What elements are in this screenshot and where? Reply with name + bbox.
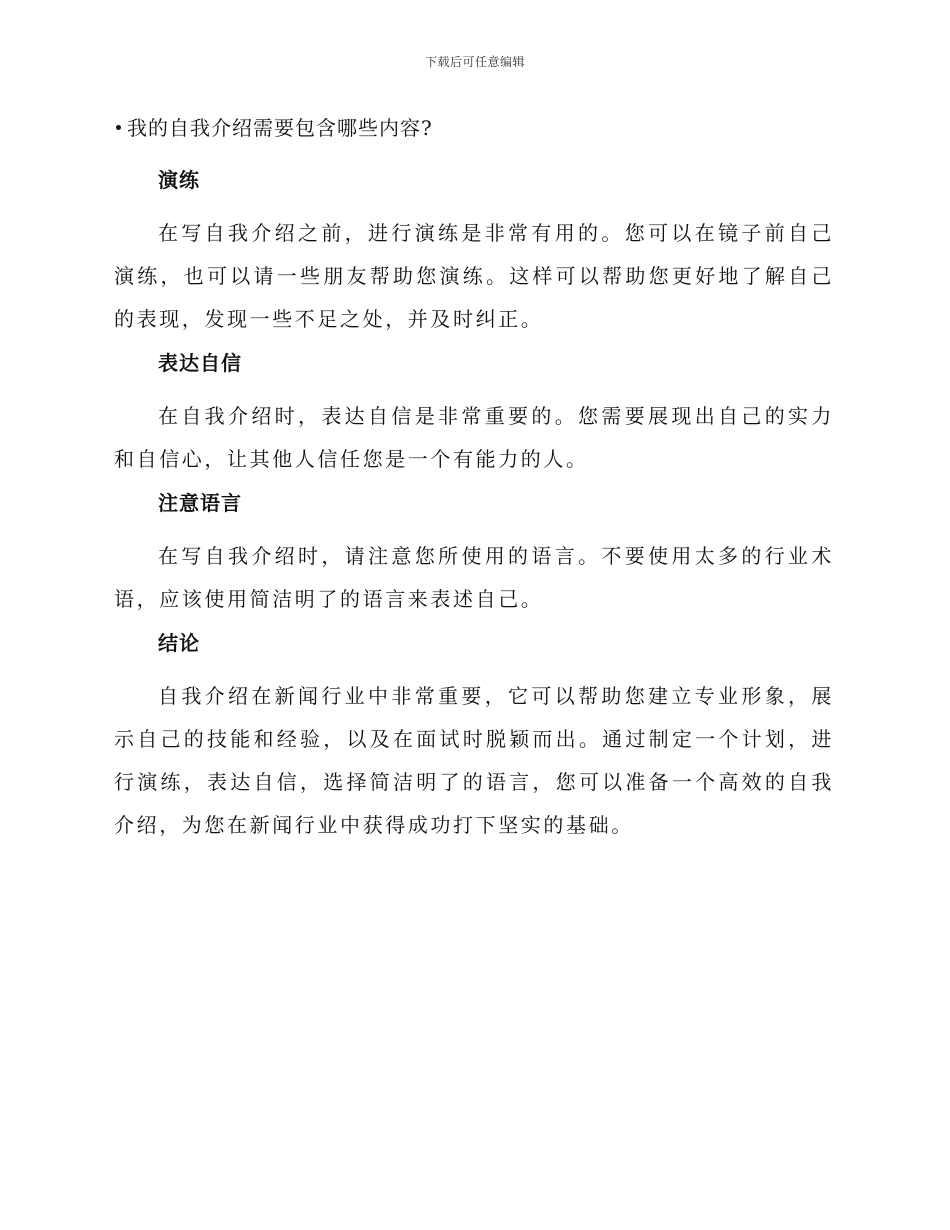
section-paragraph: 在写自我介绍时，请注意您所使用的语言。不要使用太多的行业术语，应该使用简洁明了的语言来表述自己。 bbox=[114, 544, 834, 611]
bullet-icon bbox=[116, 125, 121, 130]
document-body bbox=[114, 112, 834, 853]
section-rehearsal bbox=[114, 164, 834, 341]
section-language bbox=[114, 487, 834, 621]
section-paragraph: 在写自我介绍之前，进行演练是非常有用的。您可以在镜子前自己演练，也可以请一些朋友帮助您演练。这样可以帮助您更好地了解自己的表现，发现一些不足之处，并及时纠正。 bbox=[114, 221, 834, 331]
section-paragraph: 自我介绍在新闻行业中非常重要，它可以帮助您建立专业形象，展示自己的技能和经验，以及在面试时脱颖而出。通过制定一个计划，进行演练，表达自信，选择简洁明了的语言，您可以准备一个高效的自我介绍，为您在新闻行业中获得成功打下坚实的基础。 bbox=[114, 684, 834, 837]
section-heading: 结论 bbox=[158, 631, 200, 655]
section-heading: 演练 bbox=[158, 168, 200, 192]
section-heading: 注意语言 bbox=[158, 491, 242, 515]
page-header: 下载后可任意编辑 bbox=[424, 55, 525, 69]
section-confidence bbox=[114, 347, 834, 481]
intro-bullet-text: 我的自我介绍需要包含哪些内容? bbox=[127, 116, 433, 140]
intro-bullet bbox=[114, 112, 834, 144]
section-heading: 表达自信 bbox=[158, 351, 242, 375]
section-paragraph: 在自我介绍时，表达自信是非常重要的。您需要展现出自己的实力和自信心，让其他人信任您是一个有能力的人。 bbox=[114, 404, 834, 471]
section-conclusion bbox=[114, 627, 834, 847]
